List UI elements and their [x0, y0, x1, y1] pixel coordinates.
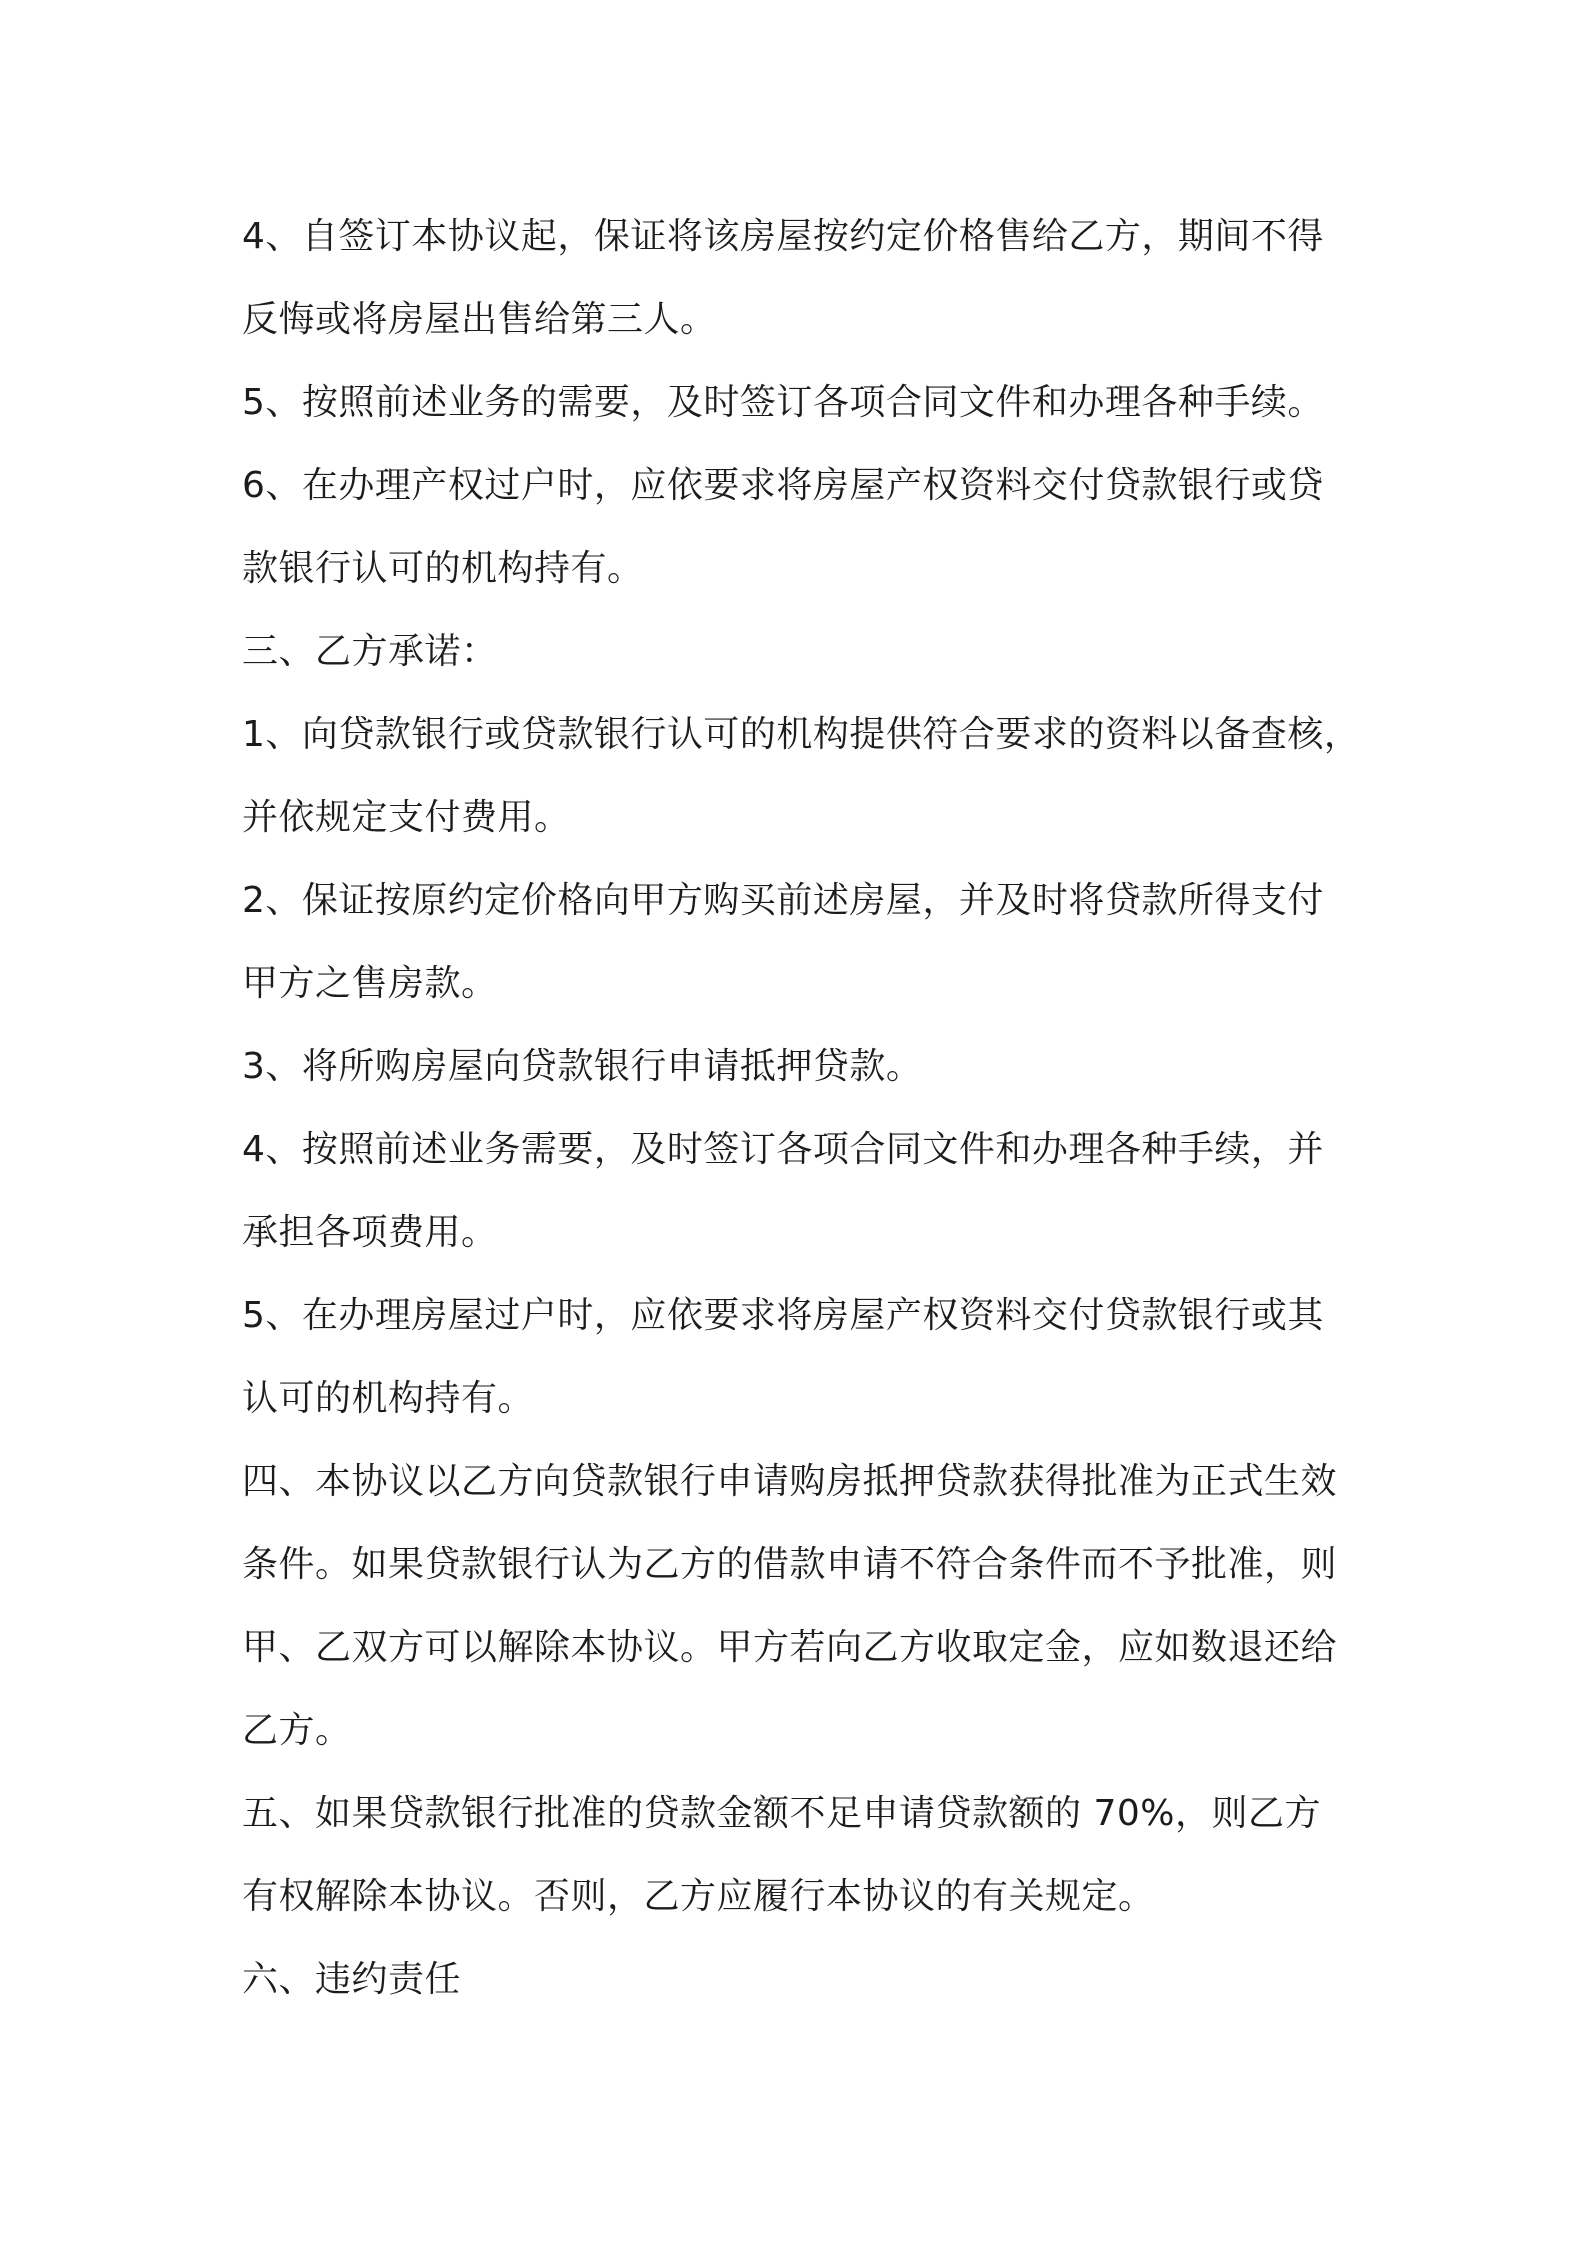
document-body — [242, 195, 1422, 2021]
text-line: 条件。如果贷款银行认为乙方的借款申请不符合条件而不予批准，则 — [242, 1544, 1338, 1585]
text-line: 3、将所购房屋向贷款银行申请抵押贷款。 — [242, 1046, 923, 1087]
text-line: 承担各项费用。 — [242, 1212, 498, 1253]
text-line: 并依规定支付费用。 — [242, 797, 571, 838]
text-line: 5、按照前述业务的需要，及时签订各项合同文件和办理各种手续。 — [242, 382, 1324, 423]
text-line: 有权解除本协议。否则，乙方应履行本协议的有关规定。 — [242, 1876, 1155, 1917]
text-line: 乙方。 — [242, 1710, 352, 1751]
text-line: 2、保证按原约定价格向甲方购买前述房屋，并及时将贷款所得支付 — [242, 880, 1324, 921]
text-line: 5、在办理房屋过户时，应依要求将房屋产权资料交付贷款银行或其 — [242, 1295, 1324, 1336]
text-line: 甲方之售房款。 — [242, 963, 498, 1004]
text-line: 4、自签订本协议起，保证将该房屋按约定价格售给乙方，期间不得 — [242, 216, 1324, 257]
section-heading: 六、违约责任 — [242, 1959, 462, 2000]
section-heading: 三、乙方承诺： — [242, 631, 498, 672]
section-heading: 五、如果贷款银行批准的贷款金额不足申请贷款额的 70%，则乙方 — [242, 1793, 1321, 1834]
text-line: 1、向贷款银行或贷款银行认可的机构提供符合要求的资料以备查核， — [242, 714, 1361, 755]
section-heading: 四、本协议以乙方向贷款银行申请购房抵押贷款获得批准为正式生效 — [242, 1461, 1338, 1502]
text-line: 6、在办理产权过户时，应依要求将房屋产权资料交付贷款银行或贷 — [242, 465, 1324, 506]
text-line: 4、按照前述业务需要，及时签订各项合同文件和办理各种手续，并 — [242, 1129, 1324, 1170]
text-line: 认可的机构持有。 — [242, 1378, 535, 1419]
text-line: 甲、乙双方可以解除本协议。甲方若向乙方收取定金，应如数退还给 — [242, 1627, 1338, 1668]
text-line: 反悔或将房屋出售给第三人。 — [242, 299, 717, 340]
text-line: 款银行认可的机构持有。 — [242, 548, 644, 589]
